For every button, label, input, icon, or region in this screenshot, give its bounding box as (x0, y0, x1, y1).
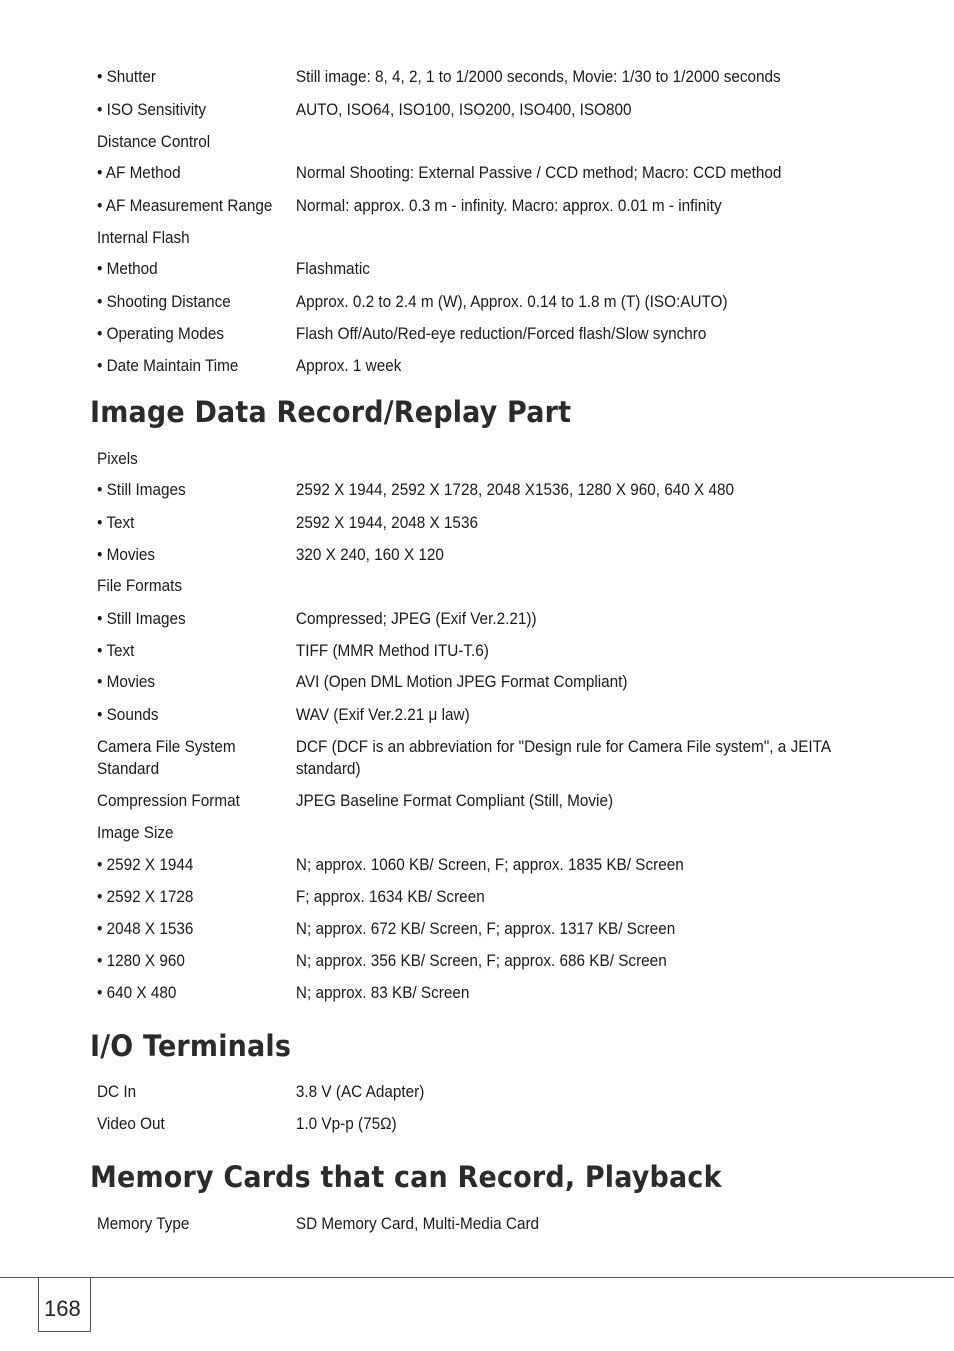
section-heading-memory-cards: Memory Cards that can Record, Playback (90, 1160, 722, 1194)
spec-value: AUTO, ISO64, ISO100, ISO200, ISO400, ISO800 (295, 100, 632, 119)
spec-label: • Method (97, 259, 158, 278)
spec-value: TIFF (MMR Method ITU-T.6) (295, 641, 489, 660)
spec-label: • Still Images (97, 609, 186, 628)
spec-value: Flash Off/Auto/Red-eye reduction/Forced flash/Slow synchro (295, 324, 707, 343)
spec-label: • AF Measurement Range (97, 196, 273, 215)
spec-label: File Formats (97, 576, 183, 595)
spec-value: 320 X 240, 160 X 120 (295, 545, 444, 564)
spec-label: • Movies (97, 545, 156, 564)
spec-value: 3.8 V (AC Adapter) (295, 1082, 425, 1101)
spec-label: • Text (97, 641, 135, 660)
spec-label: DC In (97, 1082, 137, 1101)
spec-label: Compression Format (97, 791, 240, 810)
spec-label: • Shooting Distance (97, 292, 231, 311)
spec-label: • AF Method (97, 163, 181, 182)
spec-value: N; approx. 672 KB/ Screen, F; approx. 1317 KB/ Screen (295, 919, 676, 938)
spec-value: Normal: approx. 0.3 m - infinity. Macro: approx. 0.01 m - infinity (295, 196, 722, 215)
spec-value: N; approx. 356 KB/ Screen, F; approx. 686 KB/ Screen (295, 951, 667, 970)
spec-value: 2592 X 1944, 2592 X 1728, 2048 X1536, 1280 X 960, 640 X 480 (295, 480, 735, 499)
spec-value: WAV (Exif Ver.2.21 μ law) (295, 705, 470, 724)
spec-value: SD Memory Card, Multi-Media Card (295, 1214, 540, 1233)
spec-label: Memory Type (97, 1214, 190, 1233)
spec-value: Normal Shooting: External Passive / CCD method; Macro: CCD method (295, 163, 782, 182)
spec-label: • Operating Modes (97, 324, 224, 343)
spec-label: • 2048 X 1536 (97, 919, 194, 938)
spec-value: Approx. 0.2 to 2.4 m (W), Approx. 0.14 to 1.8 m (T) (ISO:AUTO) (295, 292, 728, 311)
spec-label: • 2592 X 1944 (97, 855, 194, 874)
spec-label: Distance Control (97, 132, 211, 151)
spec-value: 1.0 Vp-p (75Ω) (295, 1114, 397, 1133)
spec-label: Image Size (97, 823, 174, 842)
spec-label: • Movies (97, 672, 156, 691)
spec-value: AVI (Open DML Motion JPEG Format Compliant) (295, 672, 628, 691)
spec-label: Pixels (97, 449, 138, 468)
spec-label: • 2592 X 1728 (97, 887, 194, 906)
spec-value: Approx. 1 week (295, 356, 402, 375)
spec-value: JPEG Baseline Format Compliant (Still, Movie) (295, 791, 614, 810)
spec-value: DCF (DCF is an abbreviation for "Design rule for Camera File system", a JEITA standard) (295, 737, 831, 778)
spec-value: Compressed; JPEG (Exif Ver.2.21)) (295, 609, 537, 628)
spec-label: Internal Flash (97, 228, 190, 247)
spec-label: • Shutter (97, 67, 156, 86)
spec-label: Camera File System Standard (97, 737, 236, 778)
spec-label: Video Out (97, 1114, 165, 1133)
spec-label: • 640 X 480 (97, 983, 177, 1002)
spec-label: • 1280 X 960 (97, 951, 185, 970)
spec-value: N; approx. 83 KB/ Screen (295, 983, 470, 1002)
section-heading-io-terminals: I/O Terminals (90, 1029, 292, 1063)
spec-label: • Still Images (97, 480, 186, 499)
spec-value: 2592 X 1944, 2048 X 1536 (295, 513, 478, 532)
spec-label: • Date Maintain Time (97, 356, 239, 375)
spec-label: • Sounds (97, 705, 159, 724)
spec-label: • Text (97, 513, 135, 532)
spec-value: Flashmatic (295, 259, 370, 278)
spec-value: Still image: 8, 4, 2, 1 to 1/2000 seconds, Movie: 1/30 to 1/2000 seconds (295, 67, 781, 86)
section-heading-image-data: Image Data Record/Replay Part (90, 395, 572, 429)
footer-rule (0, 1277, 954, 1278)
page-number: 168 (44, 1296, 81, 1321)
spec-value: N; approx. 1060 KB/ Screen, F; approx. 1835 KB/ Screen (295, 855, 684, 874)
spec-label: • ISO Sensitivity (97, 100, 207, 119)
spec-value: F; approx. 1634 KB/ Screen (295, 887, 485, 906)
